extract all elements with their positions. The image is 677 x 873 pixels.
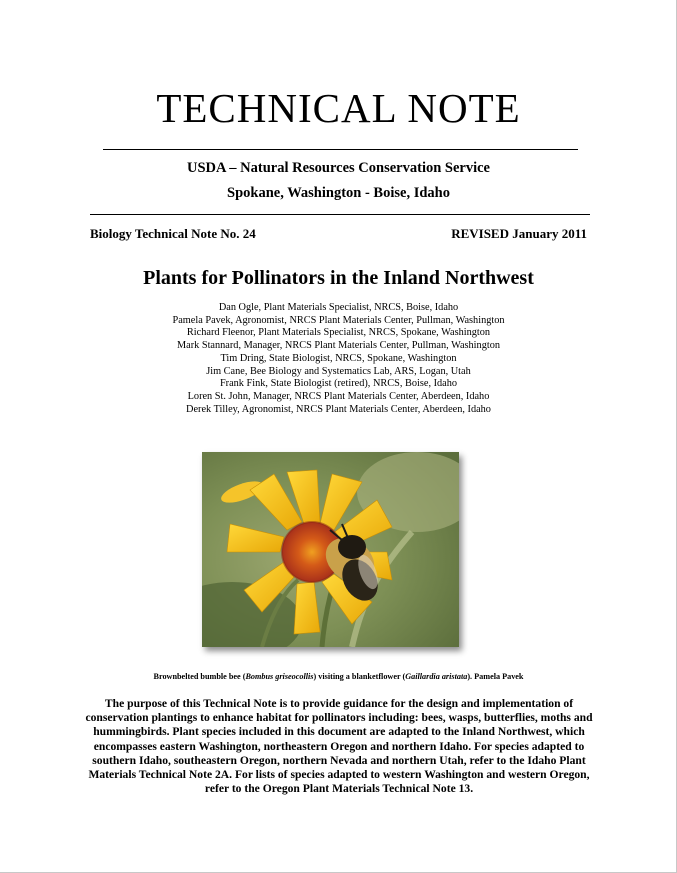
author-line: Frank Fink, State Biologist (retired), NRCS, Boise, Idaho bbox=[219, 378, 458, 390]
bumble-bee-photo bbox=[202, 452, 459, 647]
author-line: Loren St. John, Manager, NRCS Plant Materials Center, Aberdeen, Idaho bbox=[187, 390, 490, 402]
photo-caption bbox=[0, 671, 677, 682]
author-line: Mark Stannard, Manager, NRCS Plant Materials Center, Pullman, Washington bbox=[176, 340, 501, 352]
agency-name: USDA – Natural Resources Conservation Service bbox=[187, 160, 490, 176]
caption-species-flower: Gaillardia aristata bbox=[405, 672, 468, 681]
document-title: Plants for Pollinators in the Inland Northwest bbox=[143, 267, 534, 289]
technical-note-number: Biology Technical Note No. 24 bbox=[90, 226, 256, 241]
author-line: Jim Cane, Bee Biology and Systematics Lab, ARS, Logan, Utah bbox=[206, 365, 471, 377]
author-list bbox=[0, 302, 677, 416]
caption-credit: ). Pamela Pavek bbox=[467, 672, 524, 681]
revision-date: REVISED January 2011 bbox=[451, 226, 587, 241]
purpose-paragraph: The purpose of this Technical Note is to provide guidance for the design and implementation of conservation plantings to enhance habitat for pollinators including: bees, wasps, butterflies, moths and hummingbirds. Plant species included in this document are adapted to the Inland Northwest, which encompasses eastern Washington, northeastern Oregon and northern Idaho. For species adapted to southern Idaho, southeastern Oregon, northern Nevada and northern Utah, refer to the Idaho Plant Materials Technical Note 2A. For lists of species adapted to western Washington and western Oregon, refer to the Oregon Plant Materials Technical Note 13. bbox=[85, 697, 593, 796]
agency-location: Spokane, Washington - Boise, Idaho bbox=[227, 185, 450, 201]
header-divider-bottom bbox=[90, 214, 590, 215]
author-line: Derek Tilley, Agronomist, NRCS Plant Materials Center, Aberdeen, Idaho bbox=[186, 403, 491, 415]
caption-text: ) visiting a blanketflower ( bbox=[313, 672, 406, 681]
header-divider-top bbox=[103, 149, 578, 150]
caption-species-bee: Bombus griseocollis bbox=[245, 672, 314, 681]
bee-on-blanketflower-image bbox=[202, 452, 459, 647]
caption-text: Brownbelted bumble bee ( bbox=[153, 672, 246, 681]
author-line: Dan Ogle, Plant Materials Specialist, NRCS, Boise, Idaho bbox=[218, 302, 459, 313]
document-header-title: TECHNICAL NOTE bbox=[156, 85, 521, 131]
author-line: Pamela Pavek, Agronomist, NRCS Plant Materials Center, Pullman, Washington bbox=[172, 314, 505, 326]
author-line: Tim Dring, State Biologist, NRCS, Spokane, Washington bbox=[220, 352, 457, 364]
author-line: Richard Fleenor, Plant Materials Specialist, NRCS, Spokane, Washington bbox=[186, 327, 491, 339]
